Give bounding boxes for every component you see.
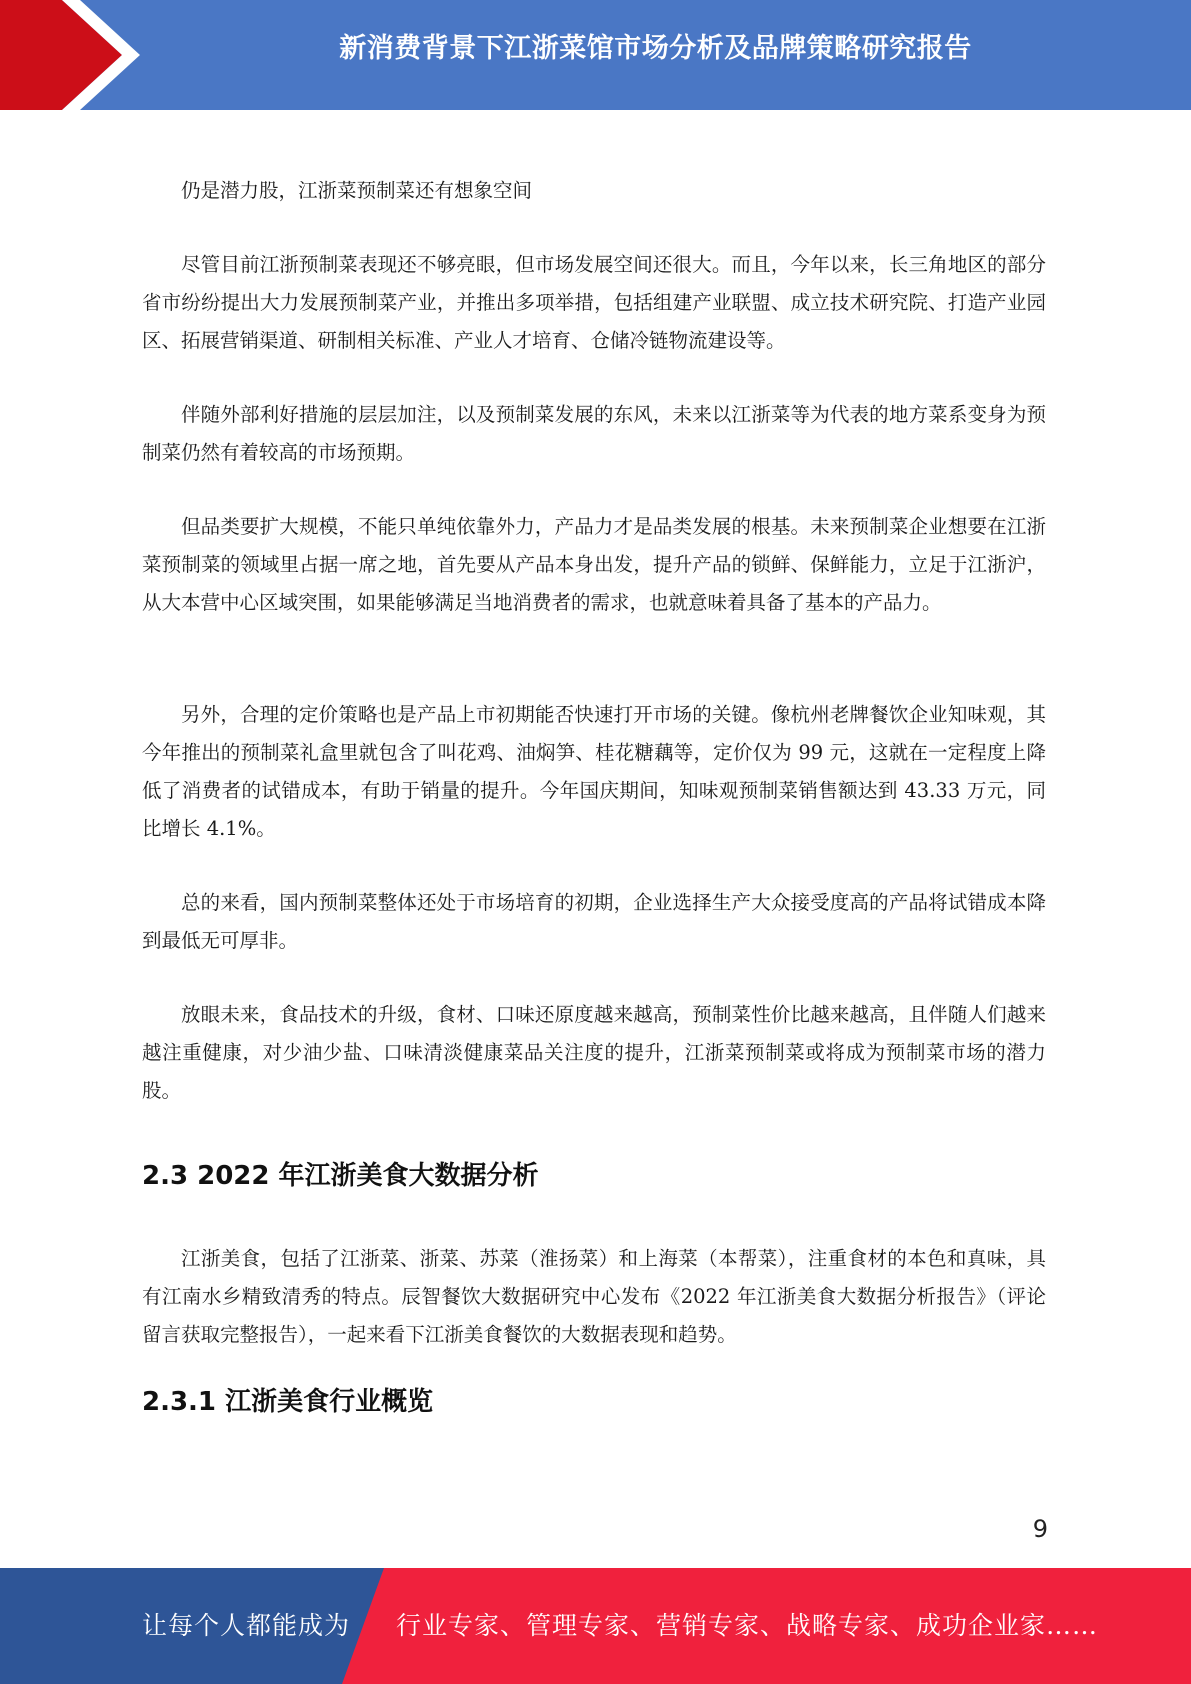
paragraph: 但品类要扩大规模，不能只单纯依靠外力，产品力才是品类发展的根基。未来预制菜企业想要在江浙菜预制菜的领域里占据一席之地，首先要从产品本身出发，提升产品的锁鲜、保鲜能力，立足于江浙沪，从大本营中心区域突围，如果能够满足当地消费者的需求，也就意味着具备了基本的产品力。 bbox=[142, 515, 1046, 614]
footer-slogan-right: 行业专家、管理专家、营销专家、战略专家、成功企业家…… bbox=[396, 1611, 1099, 1640]
paragraph: 江浙美食，包括了江浙菜、浙菜、苏菜（淮扬菜）和上海菜（本帮菜），注重食材的本色和真味，具有江南水乡精致清秀的特点。辰智餐饮大数据研究中心发布《2022 年江浙美食大数据分析报告》（评论留言获取完整报告），一起来看下江浙美食餐饮的大数据表现和趋势。 bbox=[142, 1247, 1046, 1346]
page-header bbox=[0, 0, 1191, 110]
footer-slogan-left: 让每个人都能成为 bbox=[142, 1611, 351, 1640]
page-number: 9 bbox=[1032, 1515, 1048, 1543]
paragraph: 另外，合理的定价策略也是产品上市初期能否快速打开市场的关键。像杭州老牌餐饮企业知味观，其今年推出的预制菜礼盒里就包含了叫花鸡、油焖笋、桂花糖藕等，定价仅为 99 元，这就在一定程度上降低了消费者的试错成本，有助于销量的提升。今年国庆期间，知味观预制菜销售额达到 43.33 万元，同比增长 4.1%。 bbox=[142, 703, 1046, 840]
subsection-heading: 2.3.1 江浙美食行业概览 bbox=[142, 1387, 434, 1417]
paragraph: 伴随外部利好措施的层层加注，以及预制菜发展的东风，未来以江浙菜等为代表的地方菜系变身为预制菜仍然有着较高的市场预期。 bbox=[142, 403, 1046, 464]
paragraph-subtitle: 仍是潜力股，江浙菜预制菜还有想象空间 bbox=[181, 179, 533, 202]
paragraph: 总的来看，国内预制菜整体还处于市场培育的初期，企业选择生产大众接受度高的产品将试错成本降到最低无可厚非。 bbox=[142, 891, 1046, 952]
header-chevron-icon bbox=[0, 0, 160, 110]
paragraph: 放眼未来，食品技术的升级，食材、口味还原度越来越高，预制菜性价比越来越高，且伴随人们越来越注重健康，对少油少盐、口味清淡健康菜品关注度的提升，江浙菜预制菜或将成为预制菜市场的潜力股。 bbox=[142, 1003, 1046, 1102]
header-title: 新消费背景下江浙菜馆市场分析及品牌策略研究报告 bbox=[339, 33, 972, 64]
page-footer bbox=[0, 1568, 1191, 1684]
page-content bbox=[142, 172, 1046, 1422]
paragraph: 尽管目前江浙预制菜表现还不够亮眼，但市场发展空间还很大。而且，今年以来，长三角地区的部分省市纷纷提出大力发展预制菜产业，并推出多项举措，包括组建产业联盟、成立技术研究院、打造产业园区、拓展营销渠道、研制相关标准、产业人才培育、仓储冷链物流建设等。 bbox=[142, 253, 1046, 352]
section-heading: 2.3 2022 年江浙美食大数据分析 bbox=[142, 1161, 539, 1191]
